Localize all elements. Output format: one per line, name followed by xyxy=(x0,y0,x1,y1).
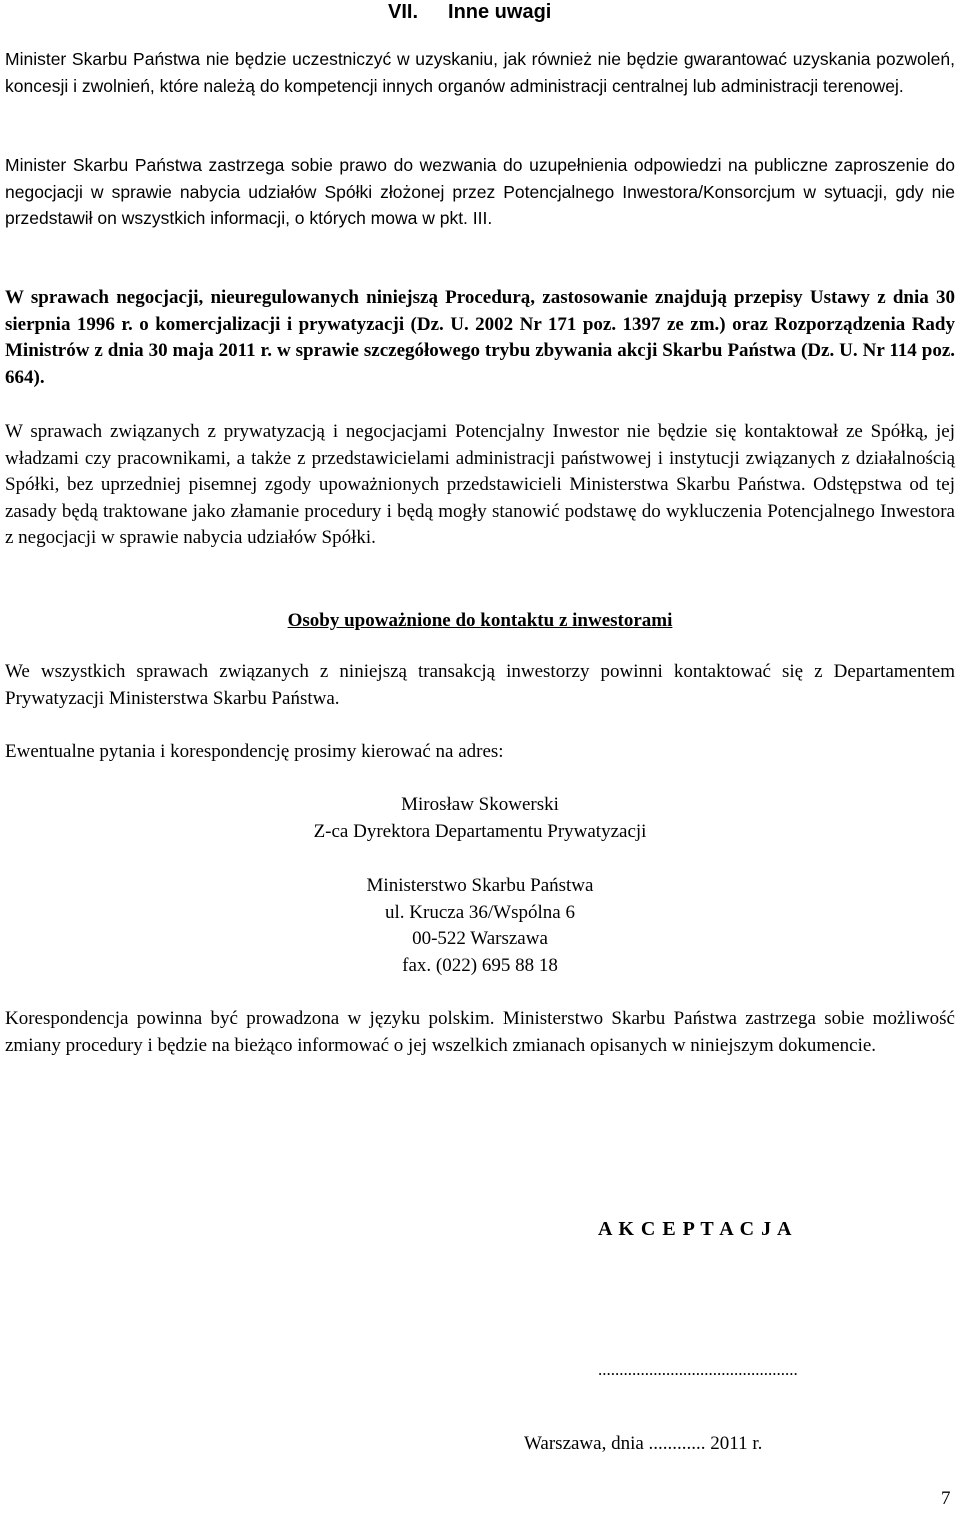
contact-title-text: Osoby upoważnione do kontaktu z inwestorami xyxy=(287,610,673,631)
address-organization: Ministerstwo Skarbu Państwa xyxy=(366,875,594,896)
paragraph-permits: Minister Skarbu Państwa nie będzie uczestniczyć w uzyskaniu, jak również nie będzie gwarantować uzyskania pozwoleń, koncesji i zwolnień, które należą do kompetencji innych organów administracji centralnej lub administracji terenowej. xyxy=(5,49,955,96)
contact-section-title xyxy=(0,608,960,634)
paragraph-questions: Ewentualne pytania i korespondencję prosimy kierować na adres: xyxy=(5,741,504,762)
page-number: 7 xyxy=(941,1488,951,1509)
contact-person-role: Z-ca Dyrektora Departamentu Prywatyzacji xyxy=(313,820,647,842)
acceptance-heading: A K C E P T A C J A xyxy=(598,1218,793,1240)
contact-person-block xyxy=(0,792,960,845)
paragraph-contact-intro: We wszystkich sprawach związanych z niniejszą transakcją inwestorzy powinni kontaktować się z Departamentem Prywatyzacji Ministerstwa Skarbu Państwa. xyxy=(5,661,955,709)
contact-person-name: Mirosław Skowerski xyxy=(401,794,559,815)
signature-line: ............................................... xyxy=(598,1360,798,1379)
address-block xyxy=(0,873,960,979)
address-city: 00-522 Warszawa xyxy=(412,928,548,950)
paragraph-closing: Korespondencja powinna być prowadzona w języku polskim. Ministerstwo Skarbu Państwa zastrzega sobie możliwość zmiany procedury i będzie na bieżąco informować o jej wszelkich zmianach opisanych w niniejszym dokumencie. xyxy=(5,1008,955,1056)
paragraph-contact-restriction: W sprawach związanych z prywatyzacją i negocjacjami Potencjalny Inwestor nie będzie się kontaktował ze Spółką, jej władzami czy pracownikami, a także z przedstawicielami administracji państwowej i instytucji związanych z działalnością Spółki, bez uprzedniej pisemnej zgody upoważnionych przedstawicieli Ministerstwa Skarbu Państwa. Odstępstwa od tej zasady będą traktowane jako złamanie procedury i będą mogły stanowić podstawę do wykluczenia Potencjalnego Inwestora z negocjacji w sprawie nabycia udziałów Spółki. xyxy=(5,421,955,549)
date-line: Warszawa, dnia ............ 2011 r. xyxy=(524,1433,763,1454)
paragraph-supplement-right: Minister Skarbu Państwa zastrzega sobie prawo do wezwania do uzupełnienia odpowiedzi na publiczne zaproszenie do negocjacji w sprawie nabycia udziałów Spółki złożonej przez Potencjalnego Inwestora/Konsorcjum w sytuacji, gdy nie przedstawił on wszystkich informacji, o których mowa w pkt. III. xyxy=(5,155,955,229)
section-number: VII. xyxy=(388,1,419,23)
section-title: Inne uwagi xyxy=(448,1,552,23)
paragraph-applicable-law: W sprawach negocjacji, nieuregulowanych niniejszą Procedurą, zastosowanie znajdują przepisy Ustawy z dnia 30 sierpnia 1996 r. o komercjalizacji i prywatyzacji (Dz. U. 2002 Nr 171 poz. 1397 ze zm.) oraz Rozporządzenia Rady Ministrów z dnia 30 maja 2011 r. w sprawie szczegółowego trybu zbywania akcji Skarbu Państwa (Dz. U. Nr 114 poz. 664). xyxy=(5,287,955,388)
section-heading xyxy=(388,0,551,24)
address-street: ul. Krucza 36/Wspólna 6 xyxy=(385,901,575,923)
address-fax: fax. (022) 695 88 18 xyxy=(402,954,558,976)
